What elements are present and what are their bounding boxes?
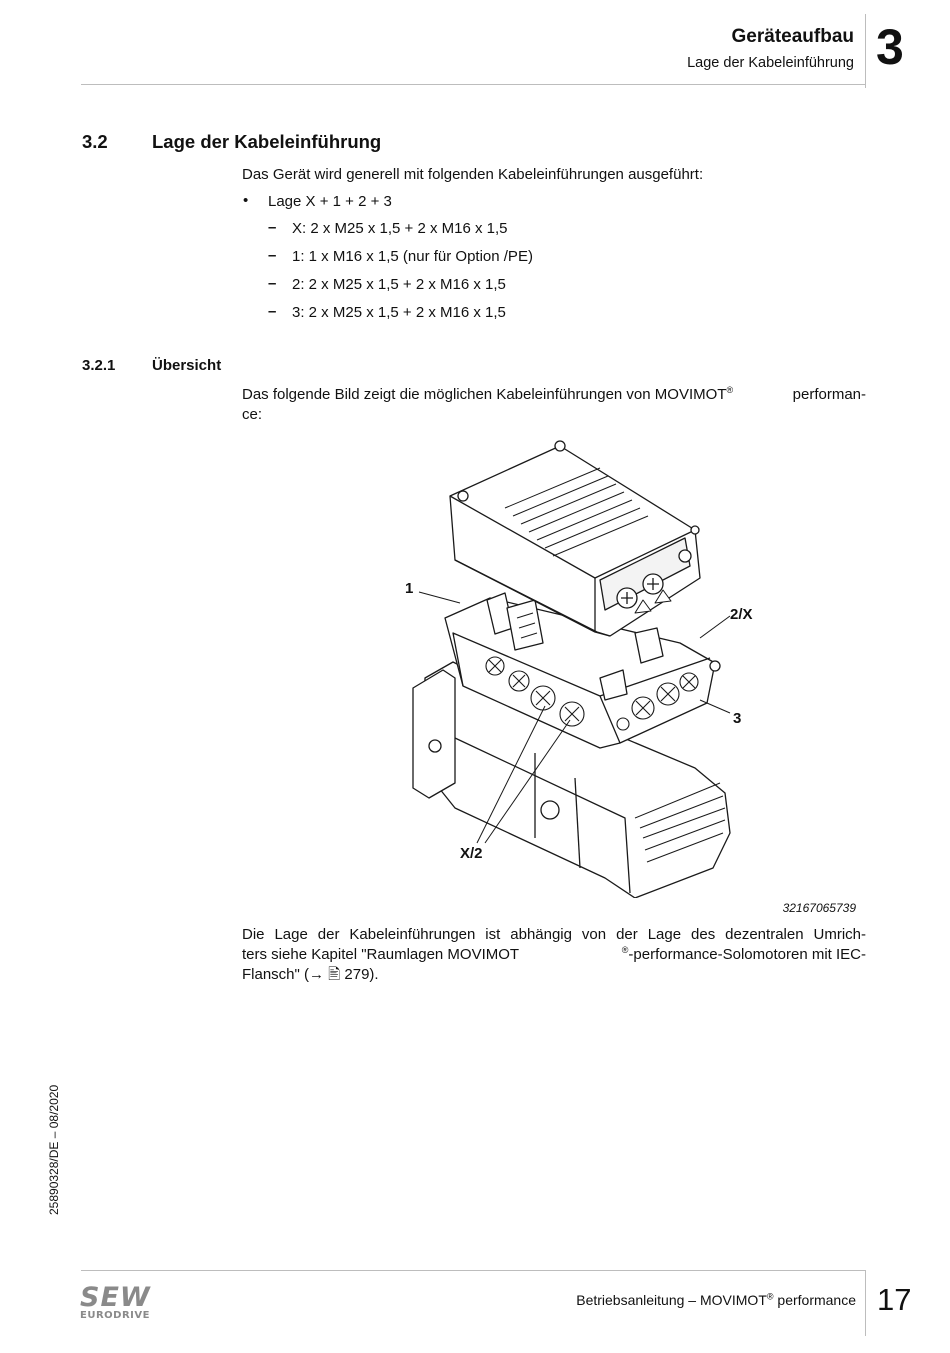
section-running-title: Lage der Kabeleinführung — [687, 55, 854, 71]
leader-line-2x — [700, 616, 730, 638]
bullet-marker: • — [243, 192, 249, 209]
footer-document-title: Betriebsanleitung – MOVIMOT® performance — [576, 1291, 856, 1308]
footer-vertical-rule — [865, 1270, 866, 1336]
callout-1: 1 — [405, 580, 414, 597]
callout-x2: X/2 — [460, 845, 483, 862]
section-number: 3.2 — [82, 131, 108, 152]
dash-marker: – — [268, 303, 277, 320]
callout-2x: 2/X — [730, 606, 753, 623]
document-code: 25890328/DE – 08/2020 — [47, 1084, 61, 1215]
figure-id: 32167065739 — [782, 901, 856, 915]
dependency-paragraph — [242, 925, 866, 985]
header-rule — [81, 84, 866, 85]
list-item: 3: 2 x M25 x 1,5 + 2 x M16 x 1,5 — [292, 304, 506, 321]
page-number: 17 — [877, 1282, 912, 1317]
subsection-number: 3.2.1 — [82, 357, 116, 374]
dependency-line2: ters siehe Kapitel "Raumlagen MOVIMOT ®-performance-Solomotoren mit IEC- — [242, 945, 866, 963]
motor-flange — [413, 670, 455, 798]
overview-text: Das folgende Bild zeigt die möglichen Kabeleinführungen von MOVIMOT® — [242, 385, 734, 403]
dash-marker: – — [268, 247, 277, 264]
dependency-line1: Die Lage der Kabeleinführungen ist abhängig von der Lage des dezentralen Umrich- — [242, 926, 866, 943]
chapter-title: Geräteaufbau — [731, 26, 854, 47]
overview-text-line2: ce: — [242, 406, 263, 423]
overview-text-end: performan- — [792, 386, 866, 403]
dash-marker: – — [268, 219, 277, 236]
list-item: X: 2 x M25 x 1,5 + 2 x M16 x 1,5 — [292, 220, 508, 237]
device-illustration — [395, 438, 785, 898]
sew-eurodrive-logo: SEW EURODRIVE — [80, 1282, 151, 1321]
section-heading: Lage der Kabeleinführung — [152, 131, 382, 152]
list-item: 1: 1 x M16 x 1,5 (nur für Option /PE) — [292, 248, 533, 265]
subsection-heading: Übersicht — [152, 357, 222, 374]
header-vertical-rule — [865, 14, 866, 88]
section-intro: Das Gerät wird generell mit folgenden Kabeleinführungen ausgeführt: — [242, 166, 704, 183]
dash-marker: – — [268, 275, 277, 292]
chapter-reference[interactable]: Flansch" (→ 🖹 279). — [242, 966, 379, 983]
callout-3: 3 — [733, 710, 742, 727]
overview-paragraph — [242, 385, 866, 425]
leader-line-3 — [700, 700, 730, 713]
list-item: 2: 2 x M25 x 1,5 + 2 x M16 x 1,5 — [292, 276, 506, 293]
footer-rule — [81, 1270, 866, 1271]
chapter-number: 3 — [876, 19, 904, 75]
bullet-item: Lage X + 1 + 2 + 3 — [268, 193, 392, 210]
leader-line-1 — [419, 592, 460, 603]
